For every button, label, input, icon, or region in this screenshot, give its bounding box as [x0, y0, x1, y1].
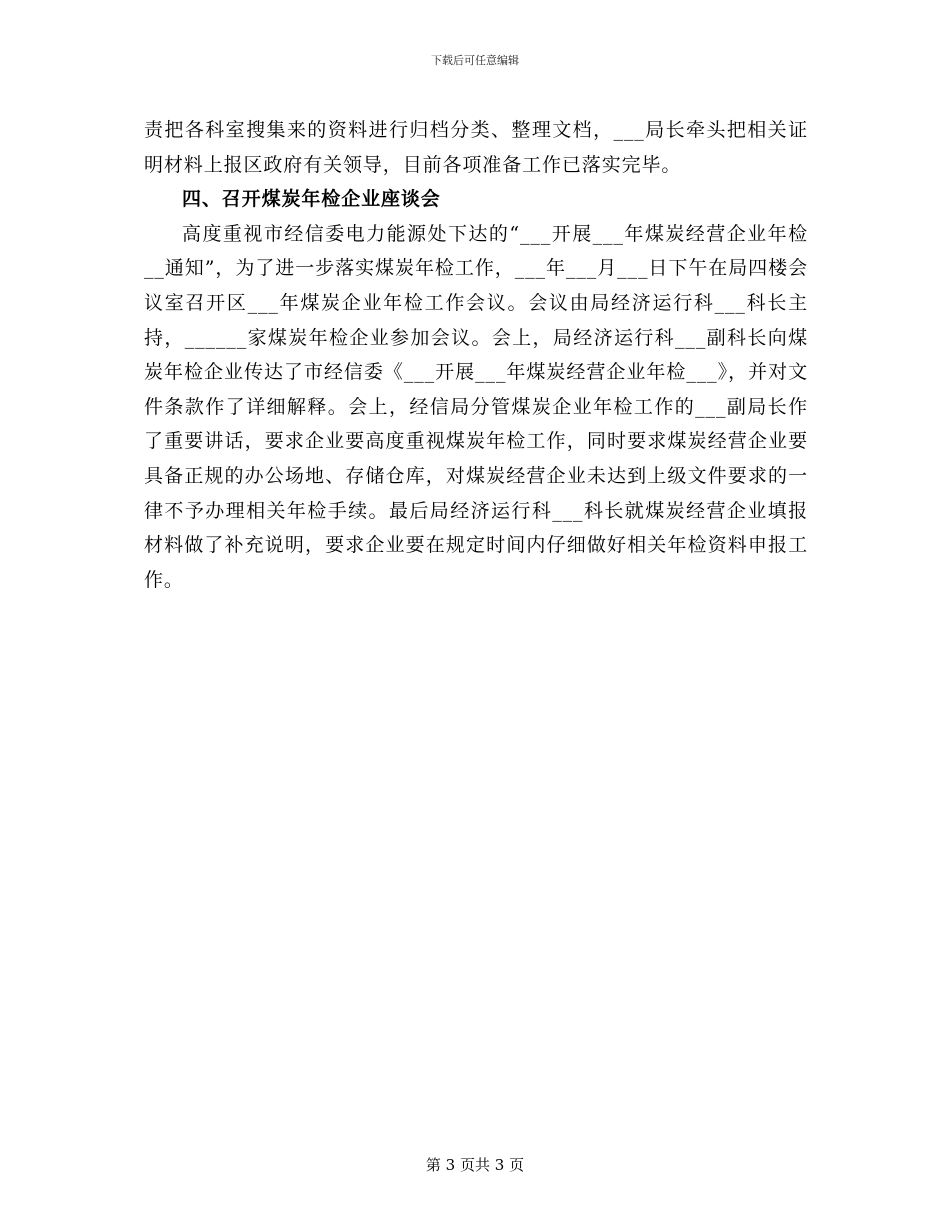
paragraph: 高度重视市经信委电力能源处下达的“___开展___年煤炭经营企业年检__通知”，为了进一步落实煤炭年检工作，___年___月___日下午在局四楼会议室召开区___年煤炭企业年检工作会议。会议由局经济运行科___科长主持，______家煤炭年检企业参加会议。会上，局经济运行科___副科长向煤炭年检企业传达了市经信委《___开展___年煤炭经营企业年检___》，并对文件条款作了详细解释。会上，经信局分管煤炭企业年检工作的___副局长作了重要讲话，要求企业要高度重视煤炭年检工作，同时要求煤炭经营企业要具备正规的办公场地、存储仓库，对煤炭经营企业未达到上级文件要求的一律不予办理相关年检手续。最后局经济运行科___科长就煤炭经营企业填报材料做了补充说明，要求企业要在规定时间内仔细做好相关年检资料申报工作。 — [144, 222, 808, 591]
page-header: 下载后可任意编辑 — [431, 54, 519, 67]
paragraph-continued: 责把各科室搜集来的资料进行归档分类、整理文档，___局长牵头把相关证明材料上报区政府有关领导，目前各项准备工作已落实完毕。 — [144, 119, 808, 176]
page-number: 第 3 页共 3 页 — [425, 1156, 525, 1174]
document-body — [144, 113, 808, 597]
section-heading: 四、召开煤炭年检企业座谈会 — [182, 188, 441, 211]
